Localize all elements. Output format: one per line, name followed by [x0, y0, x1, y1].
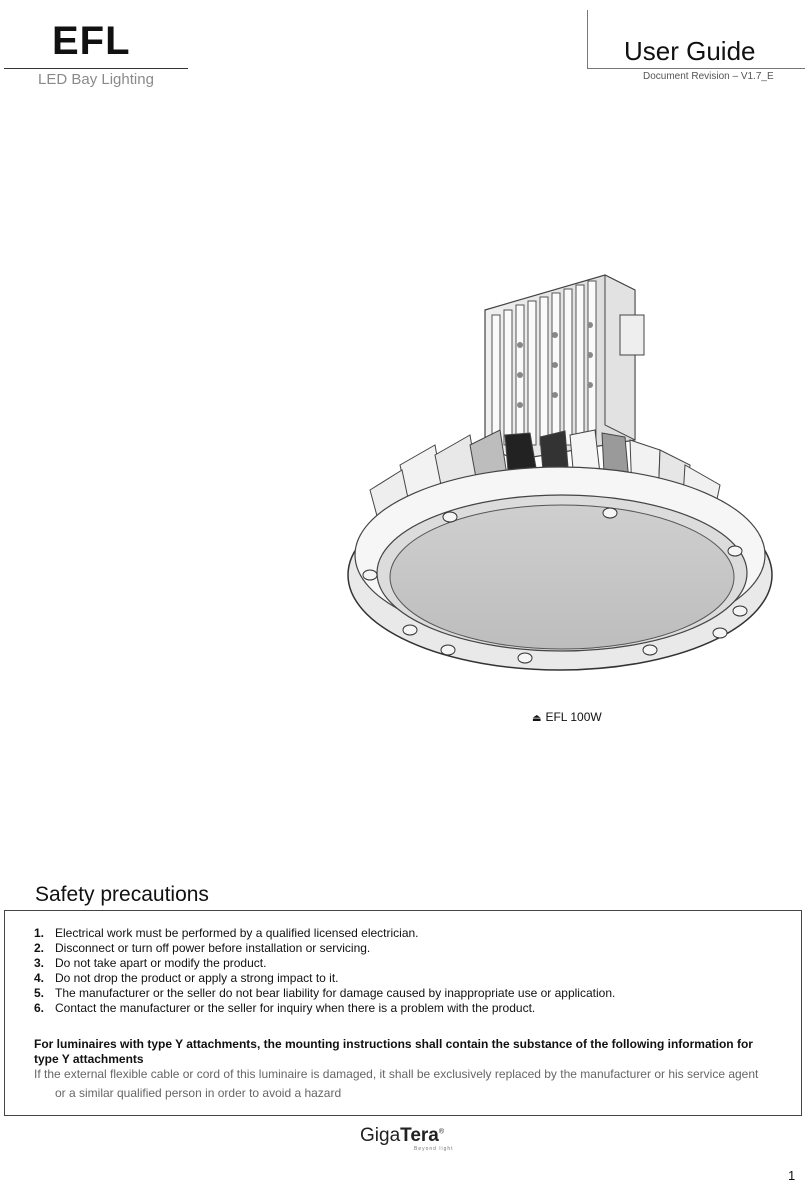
- item-number: 5.: [34, 986, 45, 1000]
- logo-part2: Tera: [400, 1125, 439, 1146]
- document-revision: Document Revision – V1.7_E: [643, 71, 774, 82]
- guide-frame-vertical: [587, 10, 588, 68]
- list-item: [34, 1001, 615, 1016]
- item-text: Electrical work must be performed by a qualified licensed electrician.: [55, 926, 419, 940]
- item-text: The manufacturer or the seller do not bear liability for damage caused by inappropriate use or application.: [55, 986, 616, 1000]
- item-text: Do not drop the product or apply a strong impact to it.: [55, 971, 339, 985]
- list-item: [34, 971, 615, 986]
- item-text: Contact the manufacturer or the seller for inquiry when there is a problem with the product.: [55, 1001, 536, 1015]
- product-illustration: [340, 255, 780, 675]
- logo-part1: Giga: [360, 1125, 401, 1146]
- list-item: [34, 956, 615, 971]
- item-number: 2.: [34, 941, 45, 955]
- guide-frame-horizontal: [587, 68, 805, 69]
- figure-caption-text: EFL 100W: [545, 710, 602, 724]
- item-number: 4.: [34, 971, 45, 985]
- item-text: Do not take apart or modify the product.: [55, 956, 267, 970]
- item-text: Disconnect or turn off power before installation or servicing.: [55, 941, 371, 955]
- lamp-ring: [348, 467, 772, 670]
- list-item: [34, 986, 615, 1001]
- company-logo: [360, 1125, 444, 1147]
- safety-list: [34, 926, 615, 1016]
- list-item: [34, 941, 615, 956]
- brand-title: EFL: [52, 19, 131, 63]
- page-number: 1: [788, 1168, 796, 1183]
- item-number: 1.: [34, 926, 45, 940]
- eject-triangle-icon: ⏏: [532, 713, 542, 724]
- item-number: 6.: [34, 1001, 45, 1015]
- registered-mark: ®: [438, 1128, 445, 1136]
- brand-divider: [4, 68, 188, 69]
- type-y-note-heading: For luminaires with type Y attachments, the mounting instructions shall contain the substance of the following information for type Y attachments: [34, 1037, 753, 1066]
- item-number: 3.: [34, 956, 45, 970]
- document-title: User Guide: [624, 36, 756, 66]
- section-title: Safety precautions: [35, 883, 209, 906]
- logo-tagline: Beyond light: [414, 1146, 454, 1152]
- list-item: [34, 926, 615, 941]
- figure-caption: [532, 710, 602, 724]
- type-y-note-body-continued: or a similar qualified person in order to avoid a hazard: [55, 1086, 342, 1100]
- brand-subtitle: LED Bay Lighting: [38, 71, 154, 88]
- type-y-note-body: If the external flexible cable or cord of this luminaire is damaged, it shall be exclusively replaced by the manufacturer or his service agent: [34, 1067, 759, 1081]
